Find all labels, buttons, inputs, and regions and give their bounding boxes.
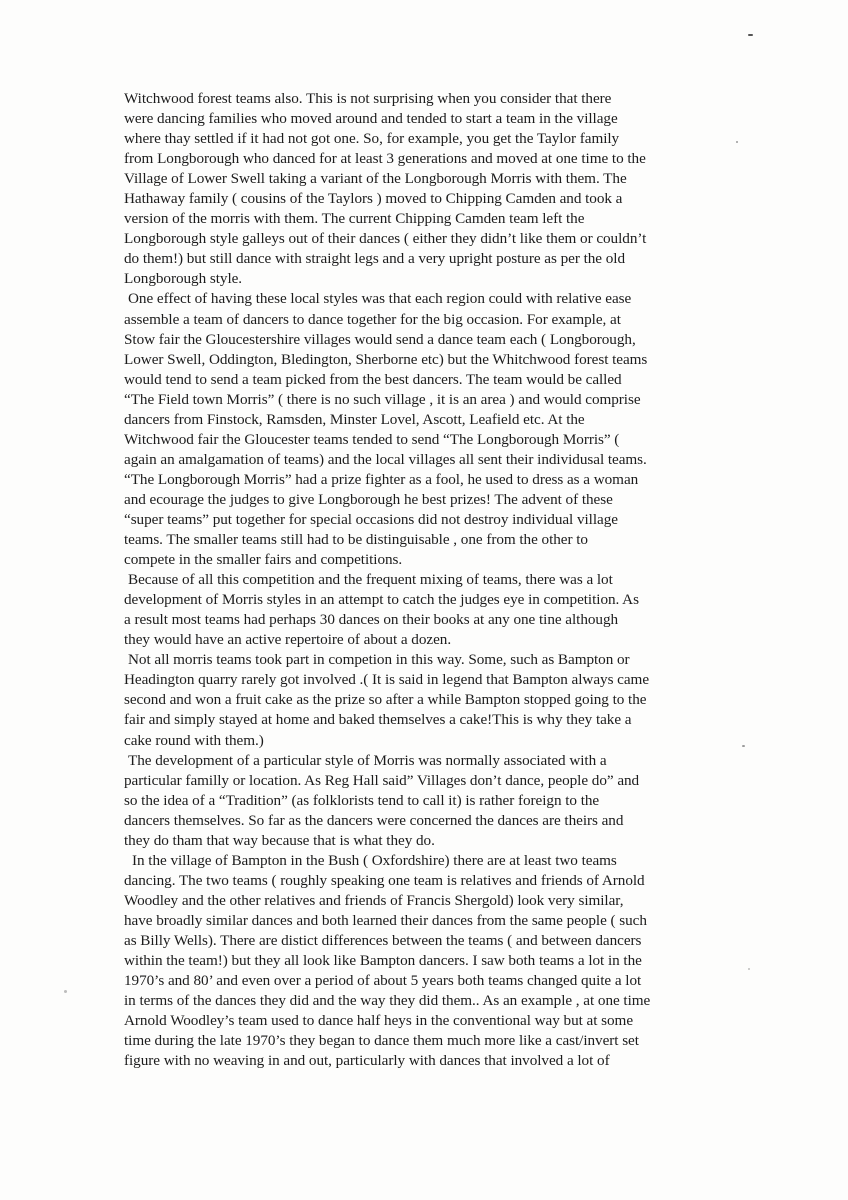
scan-speck	[64, 990, 67, 993]
text-line: were dancing families who moved around and tended to start a team in the village	[124, 110, 618, 128]
text-line: “super teams” put together for special occasions did not destroy individual village	[124, 510, 618, 528]
text-line: do them!) but still dance with straight legs and a very upright posture as per the old	[124, 250, 625, 268]
text-line: second and won a fruit cake as the prize so after a while Bampton stopped going to the	[124, 691, 647, 709]
text-line: teams. The smaller teams still had to be distinguisable , one from the other to	[124, 531, 588, 549]
paragraph-first-line: In the village of Bampton in the Bush ( Oxfordshire) there are at least two teams	[132, 851, 617, 869]
paragraph-first-line: One effect of having these local styles was that each region could with relative ease	[128, 290, 632, 308]
text-line: Witchwood fair the Gloucester teams tended to send “The Longborough Morris” (	[124, 430, 620, 448]
text-line: Longborough style galleys out of their dances ( either they didn’t like them or couldn’t	[124, 230, 647, 248]
text-line: Longborough style.	[124, 270, 243, 288]
text-line: “The Longborough Morris” had a prize fighter as a fool, he used to dress as a woman	[124, 470, 639, 488]
text-line: so the idea of a “Tradition” (as folklorists tend to call it) is rather foreign to the	[124, 791, 600, 809]
text-line: particular familly or location. As Reg Hall said” Villages don’t dance, people do” and	[124, 771, 640, 789]
text-line: figure with no weaving in and out, particularly with dances that involved a lot of	[124, 1052, 610, 1070]
text-line: in terms of the dances they did and the way they did them.. As an example , at one time	[124, 992, 651, 1010]
scan-speck	[748, 34, 753, 36]
text-line: Woodley and the other relatives and friends of Francis Shergold) look very similar,	[124, 891, 624, 909]
text-line: from Longborough who danced for at least 3 generations and moved at one time to the	[124, 150, 646, 168]
body-text	[124, 89, 744, 1071]
text-line: Witchwood forest teams also. This is not surprising when you consider that there	[124, 90, 612, 107]
text-line: Headington quarry rarely got involved .( It is said in legend that Bampton always came	[124, 671, 650, 689]
text-line: compete in the smaller fairs and competitions.	[124, 551, 403, 569]
text-line: where thay settled if it had not got one. So, for example, you get the Taylor family	[124, 130, 620, 148]
text-line: Hathaway family ( cousins of the Taylors ) moved to Chipping Camden and took a	[124, 190, 623, 208]
text-line: dancers themselves. So far as the dancers were concerned the dances are theirs and	[124, 811, 624, 829]
text-line: have broadly similar dances and both learned their dances from the same people ( such	[124, 911, 647, 929]
text-line: as Billy Wells). There are distict differences between the teams ( and between dancers	[124, 931, 642, 949]
text-line: assemble a team of dancers to dance together for the big occasion. For example, at	[124, 310, 621, 328]
text-line: cake round with them.)	[124, 731, 264, 749]
text-line: they would have an active repertoire of about a dozen.	[124, 631, 452, 649]
text-line: version of the morris with them. The current Chipping Camden team left the	[124, 210, 585, 228]
text-line: Stow fair the Gloucestershire villages would send a dance team each ( Longborough,	[124, 330, 636, 348]
text-line: dancing. The two teams ( roughly speaking one team is relatives and friends of Arnold	[124, 871, 645, 889]
scan-speck	[748, 968, 750, 970]
text-line: a result most teams had perhaps 30 dances on their books at any one tine although	[124, 611, 619, 629]
paragraph-first-line: The development of a particular style of Morris was normally associated with a	[128, 751, 607, 769]
paragraph-first-line: Not all morris teams took part in competion in this way. Some, such as Bampton or	[128, 651, 630, 669]
text-line: time during the late 1970’s they began to dance them much more like a cast/invert set	[124, 1032, 639, 1050]
text-line: 1970’s and 80’ and even over a period of about 5 years both teams changed quite a lot	[124, 972, 642, 990]
text-line: they do tham that way because that is what they do.	[124, 831, 435, 849]
paragraph-first-line: Because of all this competition and the frequent mixing of teams, there was a lot	[128, 571, 613, 589]
text-line: within the team!) but they all look like Bampton dancers. I saw both teams a lot in the	[124, 952, 642, 970]
text-line: development of Morris styles in an attempt to catch the judges eye in competition. As	[124, 591, 639, 609]
text-line: dancers from Finstock, Ramsden, Minster Lovel, Ascott, Leafield etc. At the	[124, 410, 585, 428]
text-line: Village of Lower Swell taking a variant of the Longborough Morris with them. The	[124, 170, 627, 188]
text-line: would tend to send a team picked from the best dancers. The team would be called	[124, 370, 622, 388]
text-line: again an amalgamation of teams) and the local villages all sent their individusal teams.	[124, 450, 647, 468]
text-line: “The Field town Morris” ( there is no such village , it is an area ) and would comprise	[124, 390, 641, 408]
text-line: Arnold Woodley’s team used to dance half heys in the conventional way but at some	[124, 1012, 634, 1030]
text-line: Lower Swell, Oddington, Bledington, Sherborne etc) but the Whitchwood forest teams	[124, 350, 648, 368]
text-line: fair and simply stayed at home and baked themselves a cake!This is why they take a	[124, 711, 632, 729]
text-line: and ecourage the judges to give Longborough he best prizes! The advent of these	[124, 490, 613, 508]
